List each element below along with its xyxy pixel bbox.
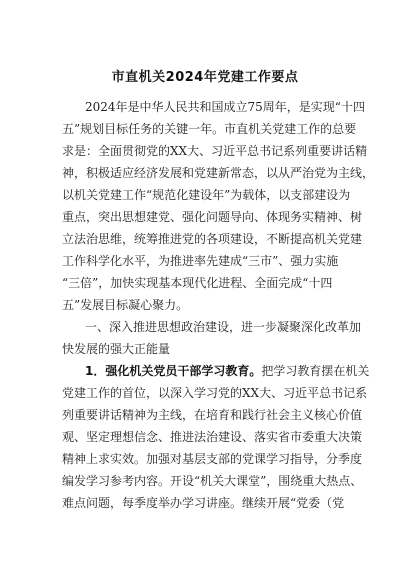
paragraph-line: 立法治思维，统筹推进党的各项建设，不断提高机关党建 [62, 232, 363, 246]
paragraph-line: 五”规划目标任务的关键一年。市直机关党建工作的总要 [62, 122, 357, 136]
paragraph-line: 神，积极适应经济发展和党建新常态，以从严治党为主线， [62, 166, 375, 180]
paragraph-line: 党建工作的首位，以深入学习党的XX大、习近平总书记系 [62, 386, 368, 400]
document-title: 市直机关2024年党建工作要点 [111, 70, 299, 85]
paragraph-text: 把学习教育摆在机关 [261, 364, 370, 378]
paragraph-line: 工作科学化水平，为推进率先建成“三市”、强力实施 [62, 254, 339, 268]
bold-heading: 1．强化机关党员干部学习教育。 [85, 364, 262, 378]
paragraph-line: 精神上求实效。加强对基层支部的党课学习指导，分季度 [62, 452, 363, 466]
paragraph-line: 2024年是中华人民共和国成立75周年，是实现“十四 [85, 100, 365, 114]
paragraph-line: 难点问题，每季度举办学习讲座。继续开展“党委（党 [62, 496, 345, 510]
paragraph-line: 重点，突出思想建党、强化问题导向、体现务实精神、树 [62, 210, 363, 224]
paragraph-line: “三倍”，加快实现基本现代化进程、全面完成“十四 [62, 276, 333, 290]
paragraph-line: 列重要讲话精神为主线，在培育和践行社会主义核心价值 [62, 408, 363, 422]
paragraph-line: 五”发展目标凝心聚力。 [62, 298, 189, 312]
section-heading-line: 快发展的强大正能量 [62, 342, 171, 356]
subsection-line [85, 364, 369, 378]
section-heading-line: 一、深入推进思想政治建设，进一步凝聚深化改革加 [85, 320, 362, 334]
paragraph-line: 求是：全面贯彻党的XX大、习近平总书记系列重要讲话精 [62, 144, 368, 158]
paragraph-line: 以机关党建工作“规范化建设年”为载体，以支部建设为 [62, 188, 351, 202]
paragraph-line: 编发学习参考内容。开设“机关大课堂”，围绕重大热点、 [62, 474, 363, 488]
paragraph-line: 观、坚定理想信念、推进法治建设、落实省市委重大决策 [62, 430, 363, 444]
